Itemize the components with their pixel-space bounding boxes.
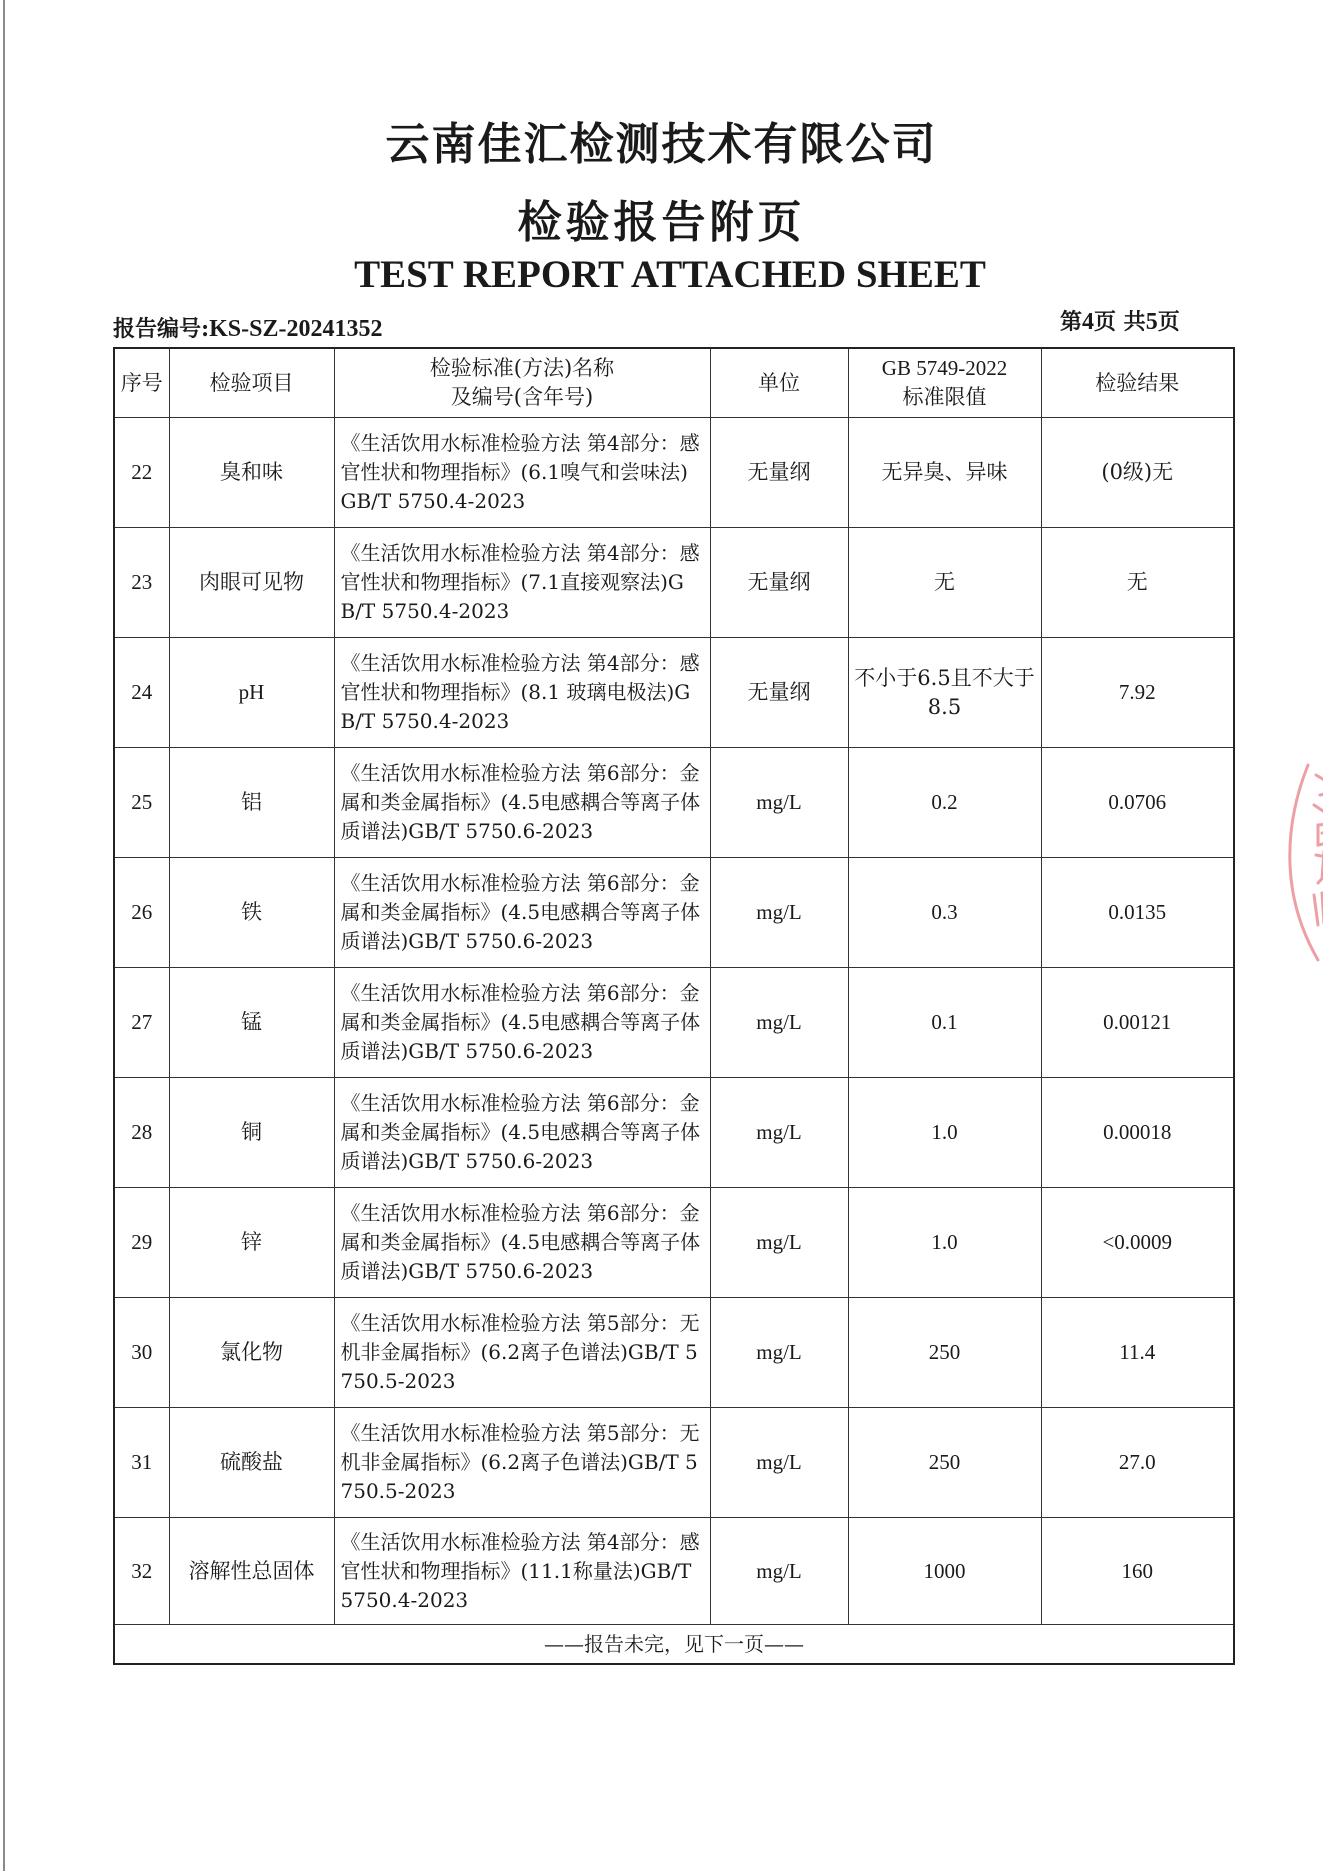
col-limit-header-line1: GB 5749-2022	[881, 356, 1008, 380]
table-row	[114, 1298, 1234, 1408]
cell-method: 《生活饮用水标准检验方法 第5部分：无机非金属指标》(6.2离子色谱法)GB/T 5750.5-2023	[334, 1408, 710, 1518]
continuation-note: ——报告未完，见下一页——	[114, 1625, 1234, 1665]
cell-item: 锌	[169, 1188, 334, 1298]
cell-method: 《生活饮用水标准检验方法 第5部分：无机非金属指标》(6.2离子色谱法)GB/T 5750.5-2023	[334, 1298, 710, 1408]
cell-unit: mg/L	[710, 1078, 848, 1188]
cell-unit: mg/L	[710, 968, 848, 1078]
cell-unit: mg/L	[710, 1188, 848, 1298]
cell-limit: 0.3	[848, 858, 1041, 968]
table-row	[114, 748, 1234, 858]
cell-item: 铝	[169, 748, 334, 858]
cell-item: 铁	[169, 858, 334, 968]
report-number	[113, 312, 382, 343]
cell-result: 无	[1041, 528, 1234, 638]
cell-result: 11.4	[1041, 1298, 1234, 1408]
col-unit-header: 单位	[710, 348, 848, 418]
report-number-label: 报告编号:	[113, 316, 210, 342]
cell-item: pH	[169, 638, 334, 748]
table-row	[114, 1408, 1234, 1518]
cell-limit: 不小于6.5且不大于8.5	[848, 638, 1041, 748]
cell-item: 硫酸盐	[169, 1408, 334, 1518]
cell-unit: mg/L	[710, 1408, 848, 1518]
page-total: 5	[1145, 309, 1158, 335]
cell-limit: 无	[848, 528, 1041, 638]
cell-limit: 250	[848, 1408, 1041, 1518]
cell-method: 《生活饮用水标准检验方法 第6部分：金属和类金属指标》(4.5电感耦合等离子体质谱法)GB/T 5750.6-2023	[334, 1078, 710, 1188]
cell-unit: 无量纲	[710, 418, 848, 528]
cell-limit: 无异臭、异味	[848, 418, 1041, 528]
cell-result: 7.92	[1041, 638, 1234, 748]
col-method-header-line1: 检验标准(方法)名称	[429, 356, 615, 380]
cell-limit: 0.2	[848, 748, 1041, 858]
table-row	[114, 638, 1234, 748]
cell-unit: 无量纲	[710, 638, 848, 748]
official-seal-icon	[1278, 755, 1323, 965]
cell-item: 臭和味	[169, 418, 334, 528]
cell-result: <0.0009	[1041, 1188, 1234, 1298]
cell-method: 《生活饮用水标准检验方法 第4部分：感官性状和物理指标》(7.1直接观察法)GB/T 5750.4-2023	[334, 528, 710, 638]
col-limit-header-line2: 标准限值	[902, 385, 987, 409]
cell-item: 铜	[169, 1078, 334, 1188]
col-limit-header	[848, 348, 1041, 418]
cell-item: 肉眼可见物	[169, 528, 334, 638]
page-prefix: 第	[1060, 309, 1083, 335]
table-footer-row	[114, 1625, 1234, 1665]
table-row	[114, 858, 1234, 968]
cell-limit: 250	[848, 1298, 1041, 1408]
cell-limit: 1.0	[848, 1188, 1041, 1298]
page-current: 4	[1082, 309, 1095, 335]
cell-unit: mg/L	[710, 1298, 848, 1408]
cell-unit: mg/L	[710, 748, 848, 858]
cell-unit: mg/L	[710, 1518, 848, 1625]
cell-unit: mg/L	[710, 858, 848, 968]
cell-method: 《生活饮用水标准检验方法 第6部分：金属和类金属指标》(4.5电感耦合等离子体质谱法)GB/T 5750.6-2023	[334, 1188, 710, 1298]
cell-result: (0级)无	[1041, 418, 1234, 528]
cell-seq: 24	[114, 638, 169, 748]
cell-limit: 1.0	[848, 1078, 1041, 1188]
cell-method: 《生活饮用水标准检验方法 第4部分：感官性状和物理指标》(8.1 玻璃电极法)GB/T 5750.4-2023	[334, 638, 710, 748]
col-seq-header: 序号	[114, 348, 169, 418]
cell-seq: 32	[114, 1518, 169, 1625]
col-item-header: 检验项目	[169, 348, 334, 418]
cell-method: 《生活饮用水标准检验方法 第6部分：金属和类金属指标》(4.5电感耦合等离子体质谱法)GB/T 5750.6-2023	[334, 968, 710, 1078]
cell-seq: 26	[114, 858, 169, 968]
page-mid: 页 共	[1094, 309, 1146, 335]
cell-seq: 22	[114, 418, 169, 528]
cell-method: 《生活饮用水标准检验方法 第4部分：感官性状和物理指标》(11.1称量法)GB/T 5750.4-2023	[334, 1518, 710, 1625]
cell-seq: 29	[114, 1188, 169, 1298]
cell-seq: 25	[114, 748, 169, 858]
table-row	[114, 528, 1234, 638]
table-row	[114, 1188, 1234, 1298]
cell-method: 《生活饮用水标准检验方法 第6部分：金属和类金属指标》(4.5电感耦合等离子体质谱法)GB/T 5750.6-2023	[334, 748, 710, 858]
cell-result: 160	[1041, 1518, 1234, 1625]
cell-seq: 31	[114, 1408, 169, 1518]
cell-seq: 23	[114, 528, 169, 638]
cell-result: 0.00121	[1041, 968, 1234, 1078]
report-title-en: TEST REPORT ATTACHED SHEET	[354, 253, 986, 296]
cell-result: 0.0135	[1041, 858, 1234, 968]
cell-item: 溶解性总固体	[169, 1518, 334, 1625]
col-result-header: 检验结果	[1041, 348, 1234, 418]
page-indicator	[1060, 305, 1180, 336]
cell-method: 《生活饮用水标准检验方法 第6部分：金属和类金属指标》(4.5电感耦合等离子体质谱法)GB/T 5750.6-2023	[334, 858, 710, 968]
col-method-header	[334, 348, 710, 418]
cell-result: 0.00018	[1041, 1078, 1234, 1188]
table-row	[114, 1518, 1234, 1625]
report-title-cn: 检验报告附页	[517, 197, 806, 248]
table-row	[114, 418, 1234, 528]
table-row	[114, 968, 1234, 1078]
cell-item: 氯化物	[169, 1298, 334, 1408]
results-table	[113, 347, 1235, 1665]
cell-limit: 0.1	[848, 968, 1041, 1078]
cell-method: 《生活饮用水标准检验方法 第4部分：感官性状和物理指标》(6.1嗅气和尝味法)GB/T 5750.4-2023	[334, 418, 710, 528]
table-header-row	[114, 348, 1234, 418]
cell-limit: 1000	[848, 1518, 1041, 1625]
table-row	[114, 1078, 1234, 1188]
col-method-header-line2: 及编号(含年号)	[450, 385, 594, 409]
cell-item: 锰	[169, 968, 334, 1078]
seal-strokes	[1290, 765, 1323, 960]
cell-seq: 30	[114, 1298, 169, 1408]
cell-result: 27.0	[1041, 1408, 1234, 1518]
report-number-value: KS-SZ-20241352	[209, 316, 383, 342]
page-suffix: 页	[1157, 309, 1180, 335]
cell-unit: 无量纲	[710, 528, 848, 638]
cell-result: 0.0706	[1041, 748, 1234, 858]
cell-seq: 28	[114, 1078, 169, 1188]
cell-seq: 27	[114, 968, 169, 1078]
company-name: 云南佳汇检测技术有限公司	[385, 119, 938, 170]
